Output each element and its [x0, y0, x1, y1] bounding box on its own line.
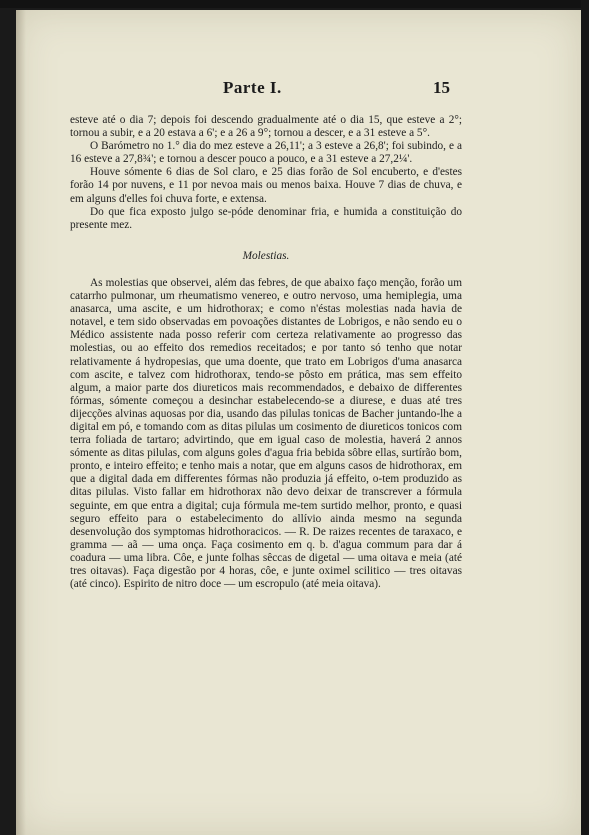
running-header: [16, 78, 581, 102]
scan-border-top: [0, 0, 589, 8]
paragraph-thermometer: esteve até o dia 7; depois foi descendo gradualmente até o dia 15, que esteve a 2°; tornou a subir, e a 20 estava a 6'; e a 26 a 9°; tornou a descer, e a 31 esteve a 5°.: [70, 114, 462, 140]
running-header-title: Parte I.: [223, 78, 282, 97]
section-title: Molestias.: [242, 249, 290, 262]
scan-border-right: [581, 0, 589, 835]
paragraph-molestias: As molestias que observei, além das febres, de que abaixo faço menção, forão um catarrho pulmonar, um rheumatismo venereo, e outro nervoso, uma hemiplegia, uma anasarca, uma ascite, e um hidrothorax; e como n'éstas molestias nada havia de notavel, e tem sido observadas em povoações distantes de Lobrigos, e não sendo eu o Médico assistente nada posso referir com certeza relativamente ao progresso das molestias, ou ao effeito dos remedios receitados; e por tanto só tenho que notar relativamente á hydropesias, que uma doente, que trato em Lobrigos d'uma anasarca com ascite, e talvez com hidrothorax, tendo-se pôsto em prática, mas sem effeito algum, a maior parte dos diureticos mais recommendados, e debaixo de differentes fórmas, sómente começou a desinchar estabelecendo-se a diurese, e duas até tres dijecções alvinas aquosas por dia, usando das pilulas tonicas de Bacher juntando-lhe a digital em pó, e tomando com as ditas pilulas um cosimento de diureticos tonicos com terra foliada de tartaro; advirtindo, que em igual caso de molestia, haverá 2 annos sómente as ditas pilulas, com alguns goles d'agua fria bebida sôbre ellas, surtírão bom, pronto, e inteiro effeito; e tenho mais a notar, que em alguns casos de hidrothorax, em que a digital dada em differentes fórmas não produzia já effeito, o-tem produzido as ditas pilulas. Visto fallar em hidrothorax não devo deixar de transcrever a fórmula seguinte, em que entra a digital; cuja fórmula me-tem surtido melhor, pronto, e quasi seguro effeito para o estabelecimento do allívio ainda mesmo na segunda desenvolução dos symptomas hidrothoracicos. — R. De raizes recentes de taraxaco, e gramma — aã — uma onça. Faça cosimento em q. b. d'agua commum para dar á coadura — uma libra. Côe, e junte folhas sêccas de digetal — uma oitava e meia (até tres oitavas). Faça digestão por 4 horas, côe, e junte oximel scilitico — tres oitavas (até cinco). Espirito de nitro doce — um escropulo (até meia oitava).: [70, 276, 462, 591]
book-page: [16, 10, 581, 835]
body-text: [70, 114, 462, 591]
paragraph-constitution: Do que fica exposto julgo se-póde denominar fria, e humida a constituição do presente mez.: [70, 205, 462, 231]
paragraph-barometer: O Barómetro no 1.° dia do mez esteve a 26,11'; a 3 esteve a 26,8'; foi subindo, e a 16 esteve a 27,8¾'; e tornou a descer pouco a pouco, e a 31 esteve a 27,2¼'.: [70, 140, 462, 166]
paragraph-weather-days: Houve sómente 6 dias de Sol claro, e 25 dias forão de Sol encuberto, e d'estes forão 14 por nuvens, e 11 por nevoa mais ou menos baixa. Houve 7 dias de chuva, e em alguns d'elles foi chuva forte, e extensa.: [70, 166, 462, 205]
page-gutter-shadow: [16, 10, 26, 835]
page-number: 15: [433, 78, 450, 97]
